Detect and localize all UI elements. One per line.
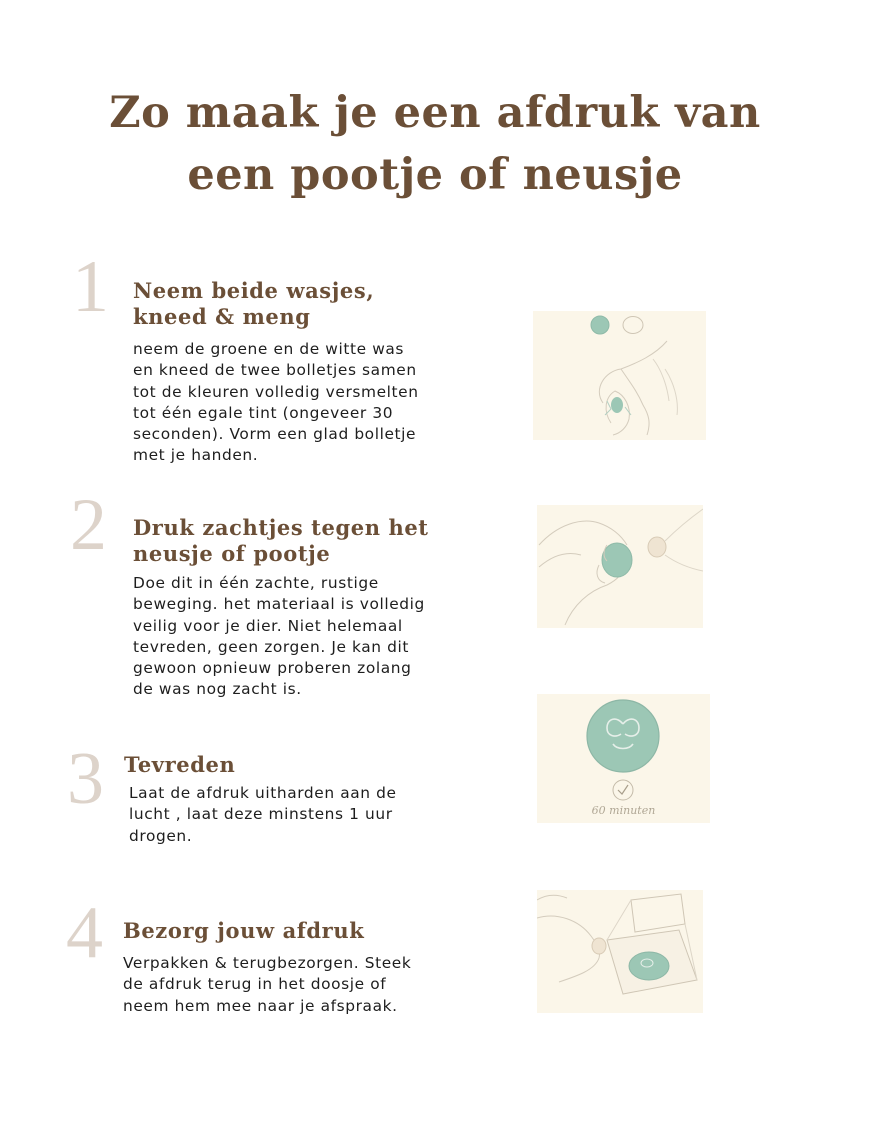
step-4-body: Verpakken & terugbezorgen. Steek de afdruk terug in het doosje of neem hem mee naar je afspraak. xyxy=(123,954,412,1015)
step-1-heading-line-1: Neem beide wasjes, xyxy=(133,278,375,303)
page-title xyxy=(0,82,870,206)
step-1-body: neem de groene en de witte was en kneed de twee bolletjes samen tot de kleuren volledig versmelten tot één egale tint (ongeveer 30 seconden). Vorm een glad bolletje met je handen. xyxy=(133,340,419,465)
step-3-heading: Tevreden xyxy=(124,752,236,777)
step-1-illustration xyxy=(533,311,706,440)
drying-time-caption: 60 minuten xyxy=(591,804,656,817)
step-3-illustration xyxy=(537,694,710,823)
step-4-illustration xyxy=(537,890,703,1013)
step-2-illustration xyxy=(537,505,703,628)
step-1-number: 1 xyxy=(72,246,109,328)
step-1-heading-line-2: kneed & meng xyxy=(133,304,311,329)
step-1-heading xyxy=(133,278,374,330)
step-2-number: 2 xyxy=(70,484,107,566)
step-4-heading: Bezorg jouw afdruk xyxy=(123,918,365,943)
step-2-heading xyxy=(133,515,429,567)
step-3-body: Laat de afdruk uitharden aan de lucht , laat deze minstens 1 uur drogen. xyxy=(129,784,397,845)
page-title-line-2: een pootje of neusje xyxy=(187,150,683,200)
step-4-number: 4 xyxy=(66,892,103,974)
step-2-body: Doe dit in één zachte, rustige beweging. het materiaal is volledig veilig voor je dier. Niet helemaal tevreden, geen zorgen. Je kan dit gewoon opnieuw proberen zolang de was nog zacht is. xyxy=(133,574,425,699)
page-title-line-1: Zo maak je een afdruk van xyxy=(109,88,761,138)
step-2-heading-line-1: Druk zachtjes tegen het xyxy=(133,515,429,540)
step-2-heading-line-2: neusje of pootje xyxy=(133,541,331,566)
step-3-number: 3 xyxy=(67,738,104,820)
hands-kneading-wax-icon xyxy=(533,311,706,440)
print-in-box-icon xyxy=(537,890,703,1013)
hand-pressing-wax-to-nose-icon xyxy=(537,505,703,628)
